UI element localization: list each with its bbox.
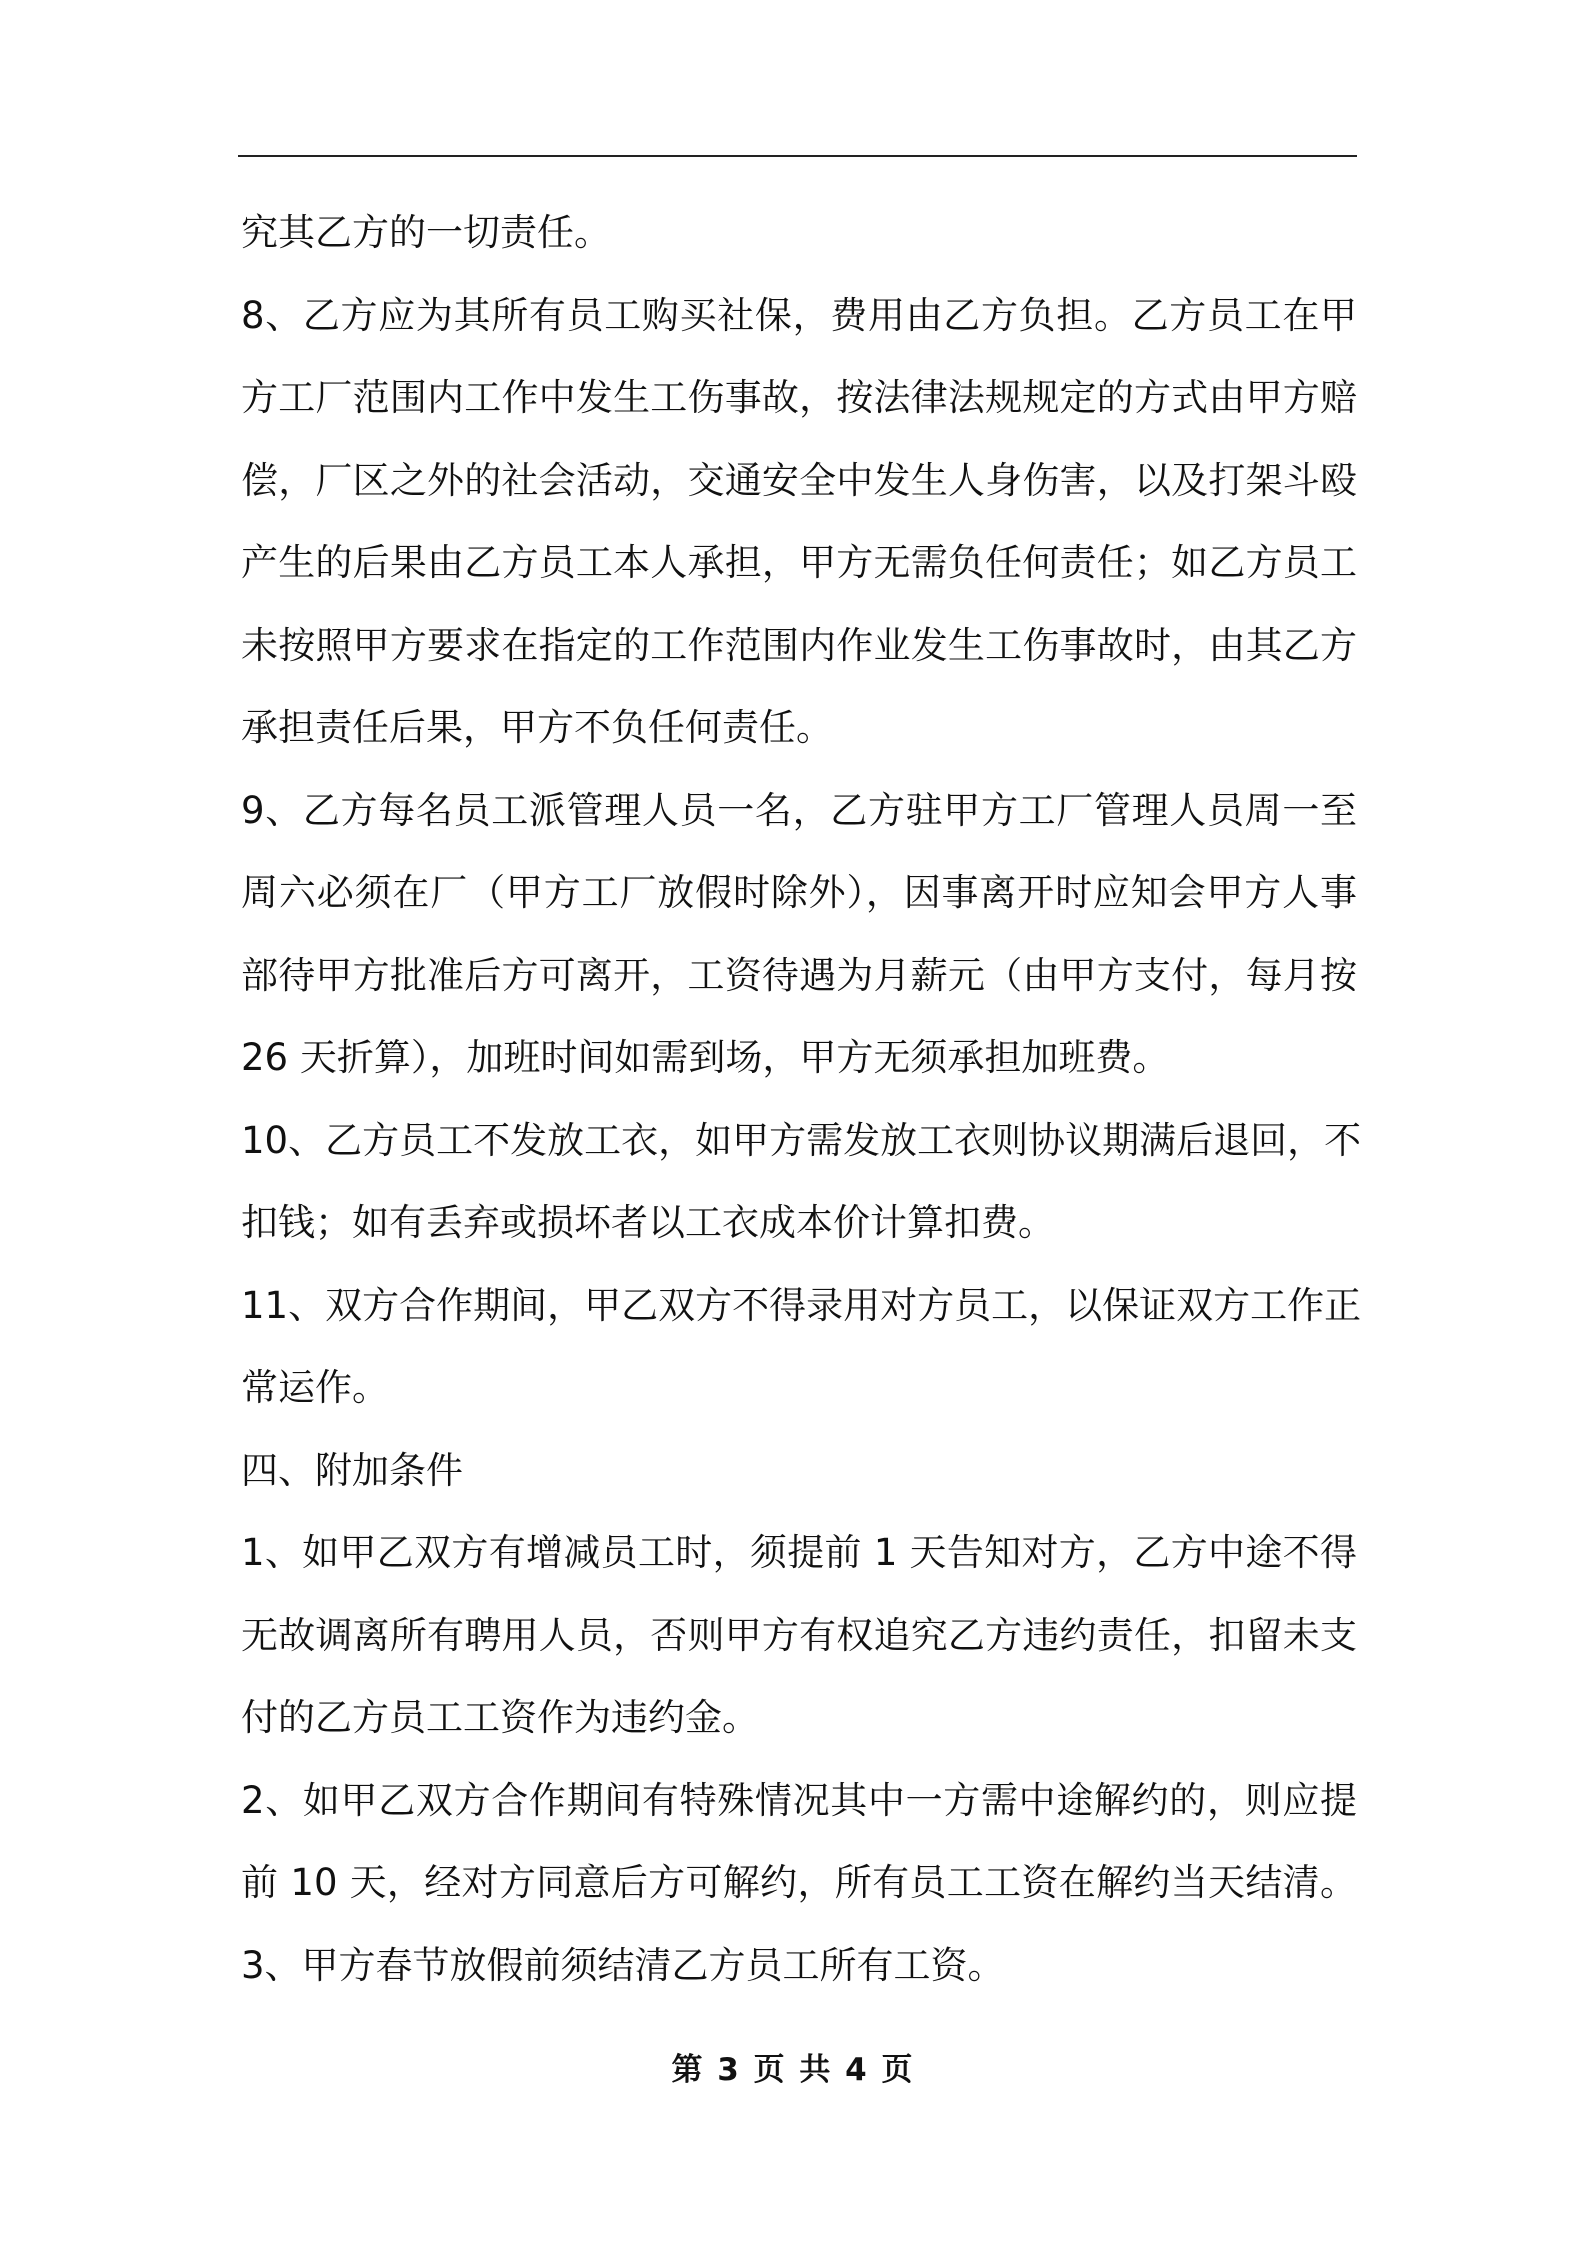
paragraph-line: 周六必须在厂（甲方工厂放假时除外），因事离开时应知会甲方人事 — [241, 871, 1357, 914]
section-heading: 四、附加条件 — [241, 1448, 463, 1492]
paragraph-line: 9、乙方每名员工派管理人员一名，乙方驻甲方工厂管理人员周一至 — [241, 788, 1357, 832]
paragraph-line: 26 天折算），加班时间如需到场，甲方无须承担加班费。 — [241, 1036, 1170, 1079]
paragraph-line: 承担责任后果，甲方不负任何责任。 — [241, 706, 833, 749]
page-number: 第 3 页 共 4 页 — [671, 2052, 915, 2088]
paragraph-line: 前 10 天，经对方同意后方可解约，所有员工工资在解约当天结清。 — [241, 1861, 1357, 1904]
paragraph-line: 8、乙方应为其所有员工购买社保，费用由乙方负担。乙方员工在甲 — [241, 293, 1357, 337]
paragraph-line: 1、如甲乙双方有增减员工时，须提前 1 天告知对方，乙方中途不得 — [241, 1531, 1357, 1574]
paragraph-line: 10、乙方员工不发放工衣，如甲方需发放工衣则协议期满后退回，不 — [241, 1118, 1362, 1162]
paragraph-line: 无故调离所有聘用人员，否则甲方有权追究乙方违约责任，扣留未支 — [241, 1613, 1357, 1657]
document-body — [241, 192, 1362, 2007]
paragraph-line: 2、如甲乙双方合作期间有特殊情况其中一方需中途解约的，则应提 — [241, 1778, 1357, 1822]
paragraph-line: 方工厂范围内工作中发生工伤事故，按法律法规规定的方式由甲方赔 — [241, 376, 1357, 419]
paragraph-line: 究其乙方的一切责任。 — [241, 211, 611, 254]
header-rule — [238, 155, 1357, 157]
paragraph-line: 常运作。 — [241, 1366, 389, 1409]
paragraph-line: 3、甲方春节放假前须结清乙方员工所有工资。 — [241, 1943, 1005, 1987]
paragraph-line: 未按照甲方要求在指定的工作范围内作业发生工伤事故时，由其乙方 — [241, 623, 1357, 667]
paragraph-line: 产生的后果由乙方员工本人承担，甲方无需负任何责任；如乙方员工 — [241, 541, 1357, 584]
paragraph-line: 11、双方合作期间，甲乙双方不得录用对方员工，以保证双方工作正 — [241, 1283, 1362, 1327]
paragraph-line: 扣钱；如有丢弃或损坏者以工衣成本价计算扣费。 — [241, 1201, 1055, 1244]
paragraph-line: 付的乙方员工工资作为违约金。 — [241, 1696, 759, 1739]
paragraph-line: 部待甲方批准后方可离开，工资待遇为月薪元（由甲方支付，每月按 — [241, 953, 1357, 997]
paragraph-line: 偿，厂区之外的社会活动，交通安全中发生人身伤害，以及打架斗殴 — [241, 458, 1357, 502]
